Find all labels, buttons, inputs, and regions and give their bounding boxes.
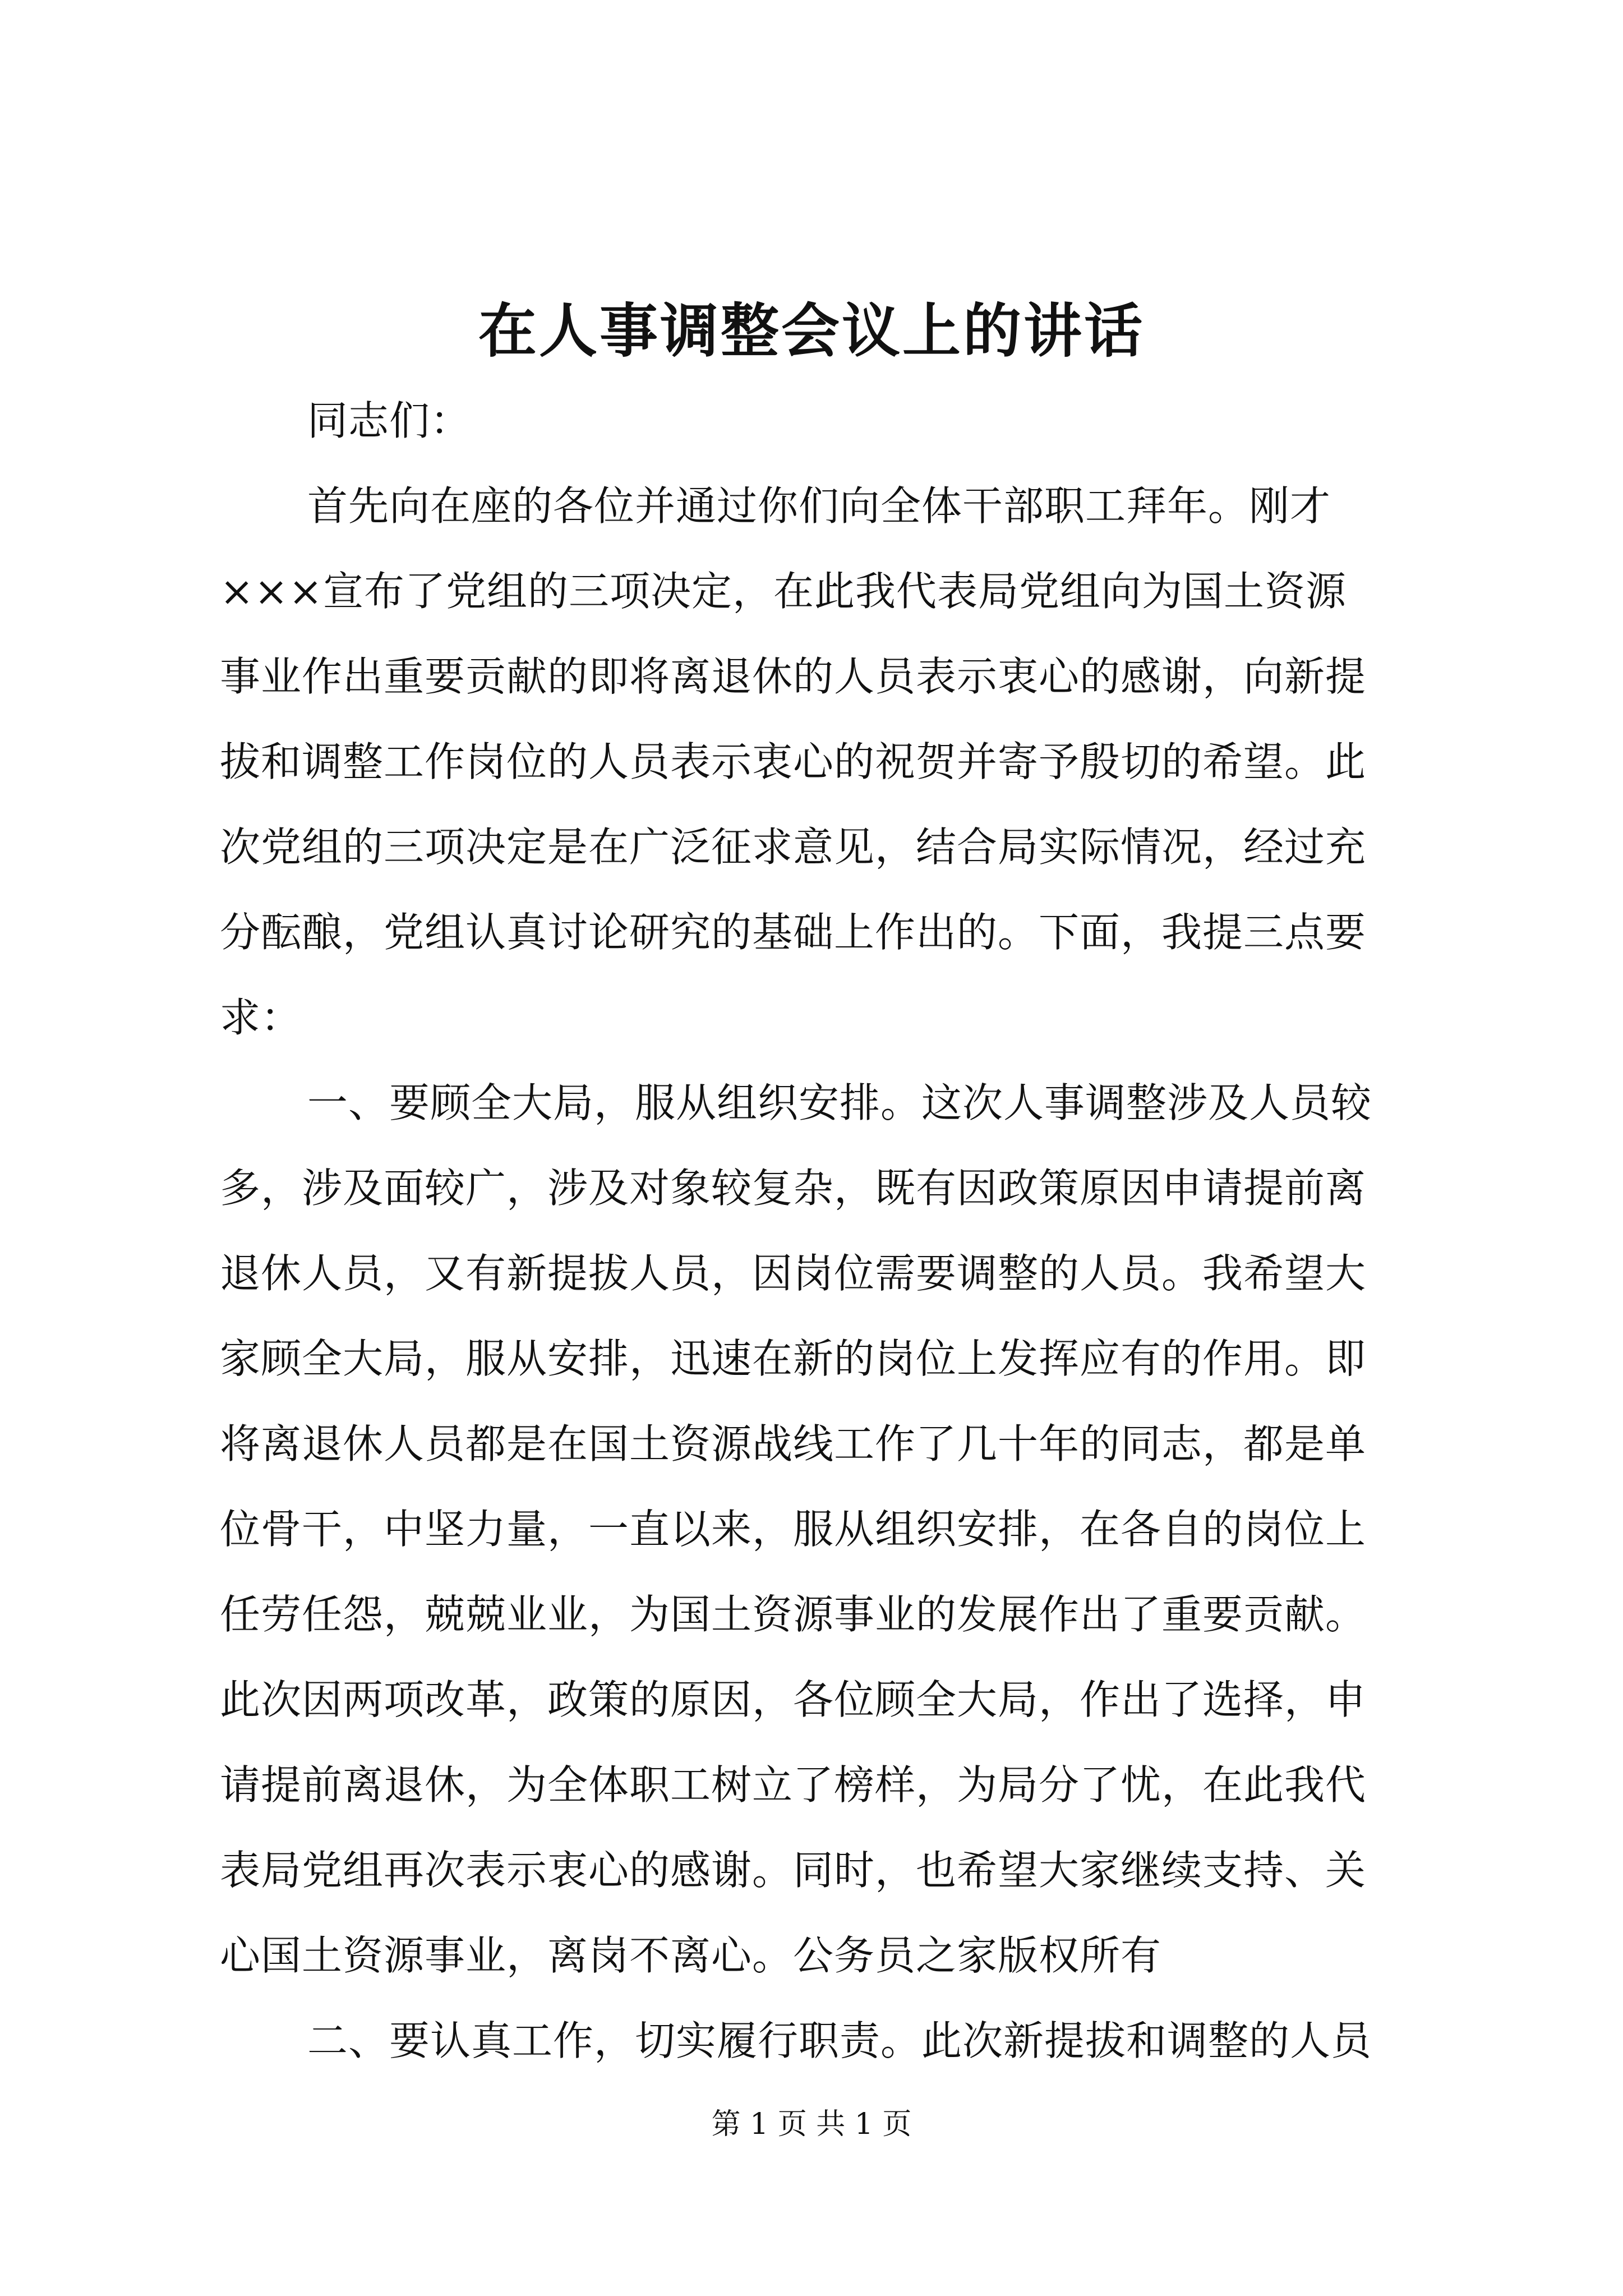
body-line: 事业作出重要贡献的即将离退休的人员表示衷心的感谢，向新提 <box>220 653 1367 700</box>
body-line: 任劳任怨，兢兢业业，为国土资源事业的发展作出了重要贡献。 <box>220 1591 1367 1638</box>
body-line: 心国土资源事业，离岗不离心。公务员之家版权所有 <box>220 1932 1162 1979</box>
section-one-line: 一、要顾全大局，服从组织安排。这次人事调整涉及人员较 <box>307 1079 1372 1126</box>
page-footer: 第 1 页 共 1 页 <box>711 2108 912 2141</box>
body-line: 求： <box>220 994 302 1041</box>
body-line: 多，涉及面较广，涉及对象较复杂，既有因政策原因申请提前离 <box>220 1165 1367 1212</box>
body-line: 请提前离退休，为全体职工树立了榜样，为局分了忧，在此我代 <box>220 1761 1367 1809</box>
document-title: 在人事调整会议上的讲话 <box>478 296 1145 365</box>
body-line: 此次因两项改革，政策的原因，各位顾全大局，作出了选择，申 <box>220 1676 1367 1723</box>
section-two-line: 二、要认真工作，切实履行职责。此次新提拔和调整的人员 <box>307 2017 1372 2064</box>
body-line: 位骨干，中坚力量，一直以来，服从组织安排，在各自的岗位上 <box>220 1506 1367 1553</box>
body-line: 分酝酿，党组认真讨论研究的基础上作出的。下面，我提三点要 <box>220 909 1367 956</box>
body-line: 家顾全大局，服从安排，迅速在新的岗位上发挥应有的作用。即 <box>220 1335 1367 1382</box>
body-line: 首先向在座的各位并通过你们向全体干部职工拜年。刚才 <box>307 482 1331 530</box>
body-line: 将离退休人员都是在国土资源战线工作了几十年的同志，都是单 <box>220 1420 1367 1467</box>
body-line: 退休人员，又有新提拔人员，因岗位需要调整的人员。我希望大 <box>220 1250 1367 1297</box>
body-line: 表局党组再次表示衷心的感谢。同时，也希望大家继续支持、关 <box>220 1847 1367 1894</box>
body-line: 次党组的三项决定是在广泛征求意见，结合局实际情况，经过充 <box>220 823 1367 871</box>
body-line: ×××宣布了党组的三项决定，在此我代表局党组向为国土资源 <box>220 568 1347 615</box>
salutation-line: 同志们： <box>307 397 472 444</box>
body-line: 拔和调整工作岗位的人员表示衷心的祝贺并寄予殷切的希望。此 <box>220 738 1367 785</box>
